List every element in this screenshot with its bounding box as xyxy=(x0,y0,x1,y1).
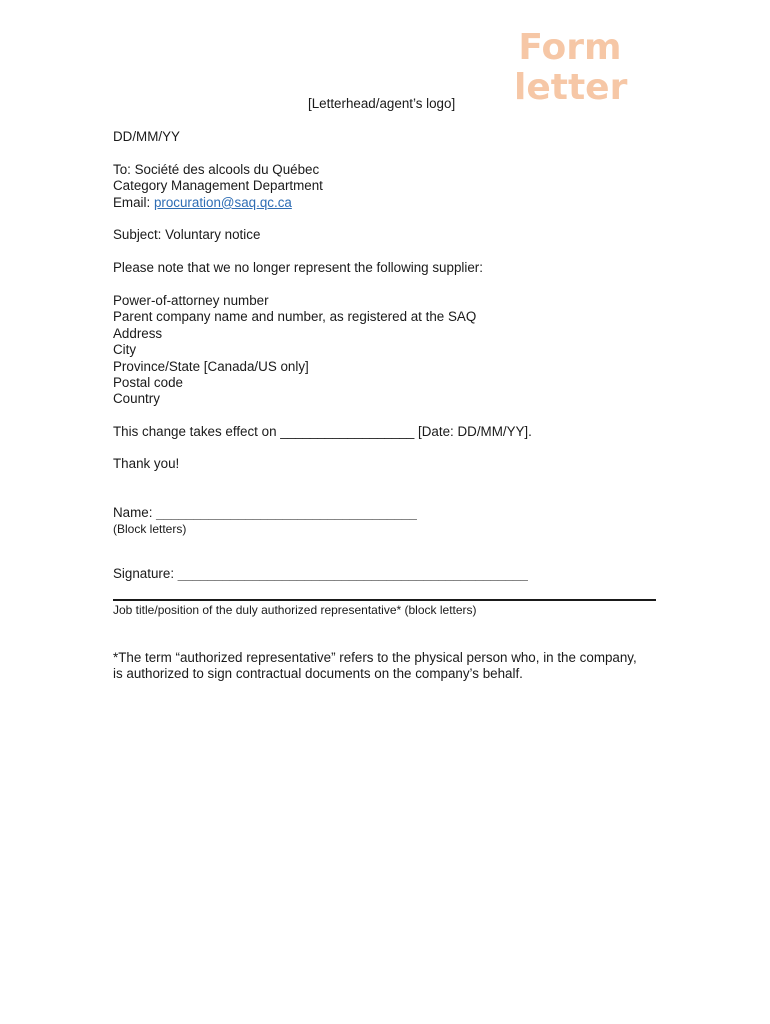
footnote-line-1: *The term “authorized representative” refers to the physical person who, in the company, xyxy=(113,650,637,665)
email-link[interactable]: procuration@saq.qc.ca xyxy=(153,194,292,210)
email-label: Email: xyxy=(113,194,154,210)
field-power-of-attorney: Power-of-attorney number xyxy=(113,293,269,308)
effective-date-blank[interactable]: __________________ xyxy=(280,424,415,439)
effective-date-line xyxy=(113,424,532,440)
effective-text: This change takes effect on xyxy=(113,424,281,439)
footnote-line-2: is authorized to sign contractual documents on the company’s behalf. xyxy=(113,666,523,682)
letterhead-placeholder: [Letterhead/agent’s logo] xyxy=(308,96,456,111)
watermark-line-1: Form xyxy=(518,27,622,68)
signature-blank-field[interactable]: _______________________________________________ xyxy=(177,566,528,581)
thanks-line: Thank you! xyxy=(113,456,180,471)
field-country: Country xyxy=(113,391,160,407)
subject-line: Subject: Voluntary notice xyxy=(113,227,261,242)
watermark-line-2: letter xyxy=(514,67,628,108)
block-letters-note: (Block letters) xyxy=(113,522,187,536)
effective-suffix: [Date: DD/MM/YY]. xyxy=(414,424,532,439)
job-title-caption: Job title/position of the duly authorized representative* (block letters) xyxy=(113,603,477,617)
supplier-fields xyxy=(113,293,476,408)
recipient-to: To: Société des alcools du Québec xyxy=(113,162,320,177)
field-province-state: Province/State [Canada/US only] xyxy=(113,358,309,374)
field-parent-company: Parent company name and number, as registered at the SAQ xyxy=(113,309,477,325)
signature-label: Signature: xyxy=(113,566,178,581)
field-postal-code: Postal code xyxy=(113,375,183,391)
signature-line xyxy=(113,566,528,582)
name-label: Name: xyxy=(113,505,157,520)
date-line: DD/MM/YY xyxy=(113,129,180,144)
field-city: City xyxy=(113,342,137,358)
footnote xyxy=(113,650,637,683)
recipient-email-line xyxy=(113,195,323,211)
recipient-department: Category Management Department xyxy=(113,178,323,194)
name-blank-field[interactable]: ___________________________________ xyxy=(156,505,417,520)
recipient-block xyxy=(113,162,323,211)
job-title-rule xyxy=(113,599,656,601)
name-line xyxy=(113,505,417,521)
form-letter-watermark xyxy=(514,28,626,108)
intro-paragraph: Please note that we no longer represent the following supplier: xyxy=(113,260,483,275)
field-address: Address xyxy=(113,325,163,341)
